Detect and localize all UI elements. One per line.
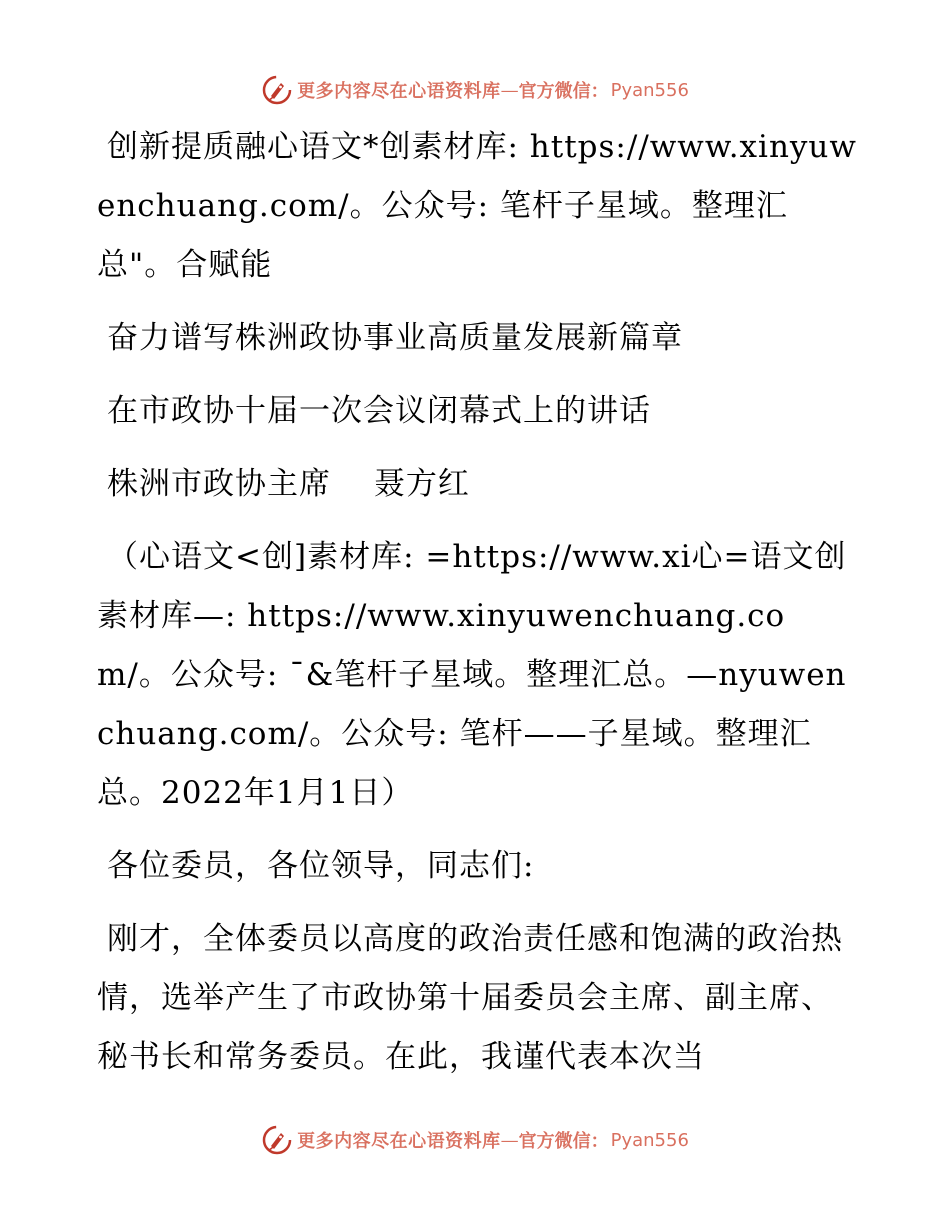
- pen-nib-circle-icon: [261, 74, 293, 106]
- paragraph-salutation: 各位委员，各位领导，同志们:: [107, 848, 535, 884]
- header-wechat-label: 官方微信：: [518, 81, 609, 102]
- header-separator: —: [500, 79, 519, 101]
- header-wechat-id: Pyan556: [610, 79, 689, 101]
- document-author: 株洲市政协主席 聂方红: [107, 466, 470, 502]
- paragraph-promo: 创新提质融心语文*创素材库: https://www.xinyuwenchuang.com/。公众号: 笔杆子星域。整理汇总"。合赋能: [97, 129, 857, 283]
- paragraph-body: 刚才，全体委员以高度的政治责任感和饱满的政治热情，选举产生了市政协第十届委员会主席、副主席、秘书长和常务委员。在此，我谨代表本次当: [97, 921, 843, 1075]
- footer-wechat-label: 官方微信：: [518, 1131, 609, 1152]
- footer-site-text: 更多内容尽在心语资料库: [297, 1131, 501, 1152]
- header-banner: [0, 70, 950, 110]
- footer-wechat-id: Pyan556: [610, 1129, 689, 1151]
- footer-separator: —: [500, 1129, 519, 1151]
- document-subtitle: 在市政协十届一次会议闭幕式上的讲话: [107, 393, 651, 429]
- footer-banner: [0, 1120, 950, 1160]
- header-site-text: 更多内容尽在心语资料库: [297, 81, 501, 102]
- document-title: 奋力谱写株洲政协事业高质量发展新篇章: [107, 320, 683, 356]
- document-body: [97, 118, 857, 1101]
- pen-nib-circle-icon: [261, 1124, 293, 1156]
- paragraph-source-date: （心语文<创]素材库: =https://www.xi心=语文创素材库—: https://www.xinyuwenchuang.com/。公众号: ¯&笔杆子星域。整理汇总。—nyuwenchuang.com/。公众号: 笔杆——子星域。整理汇总。2022年1月1日）: [97, 539, 847, 811]
